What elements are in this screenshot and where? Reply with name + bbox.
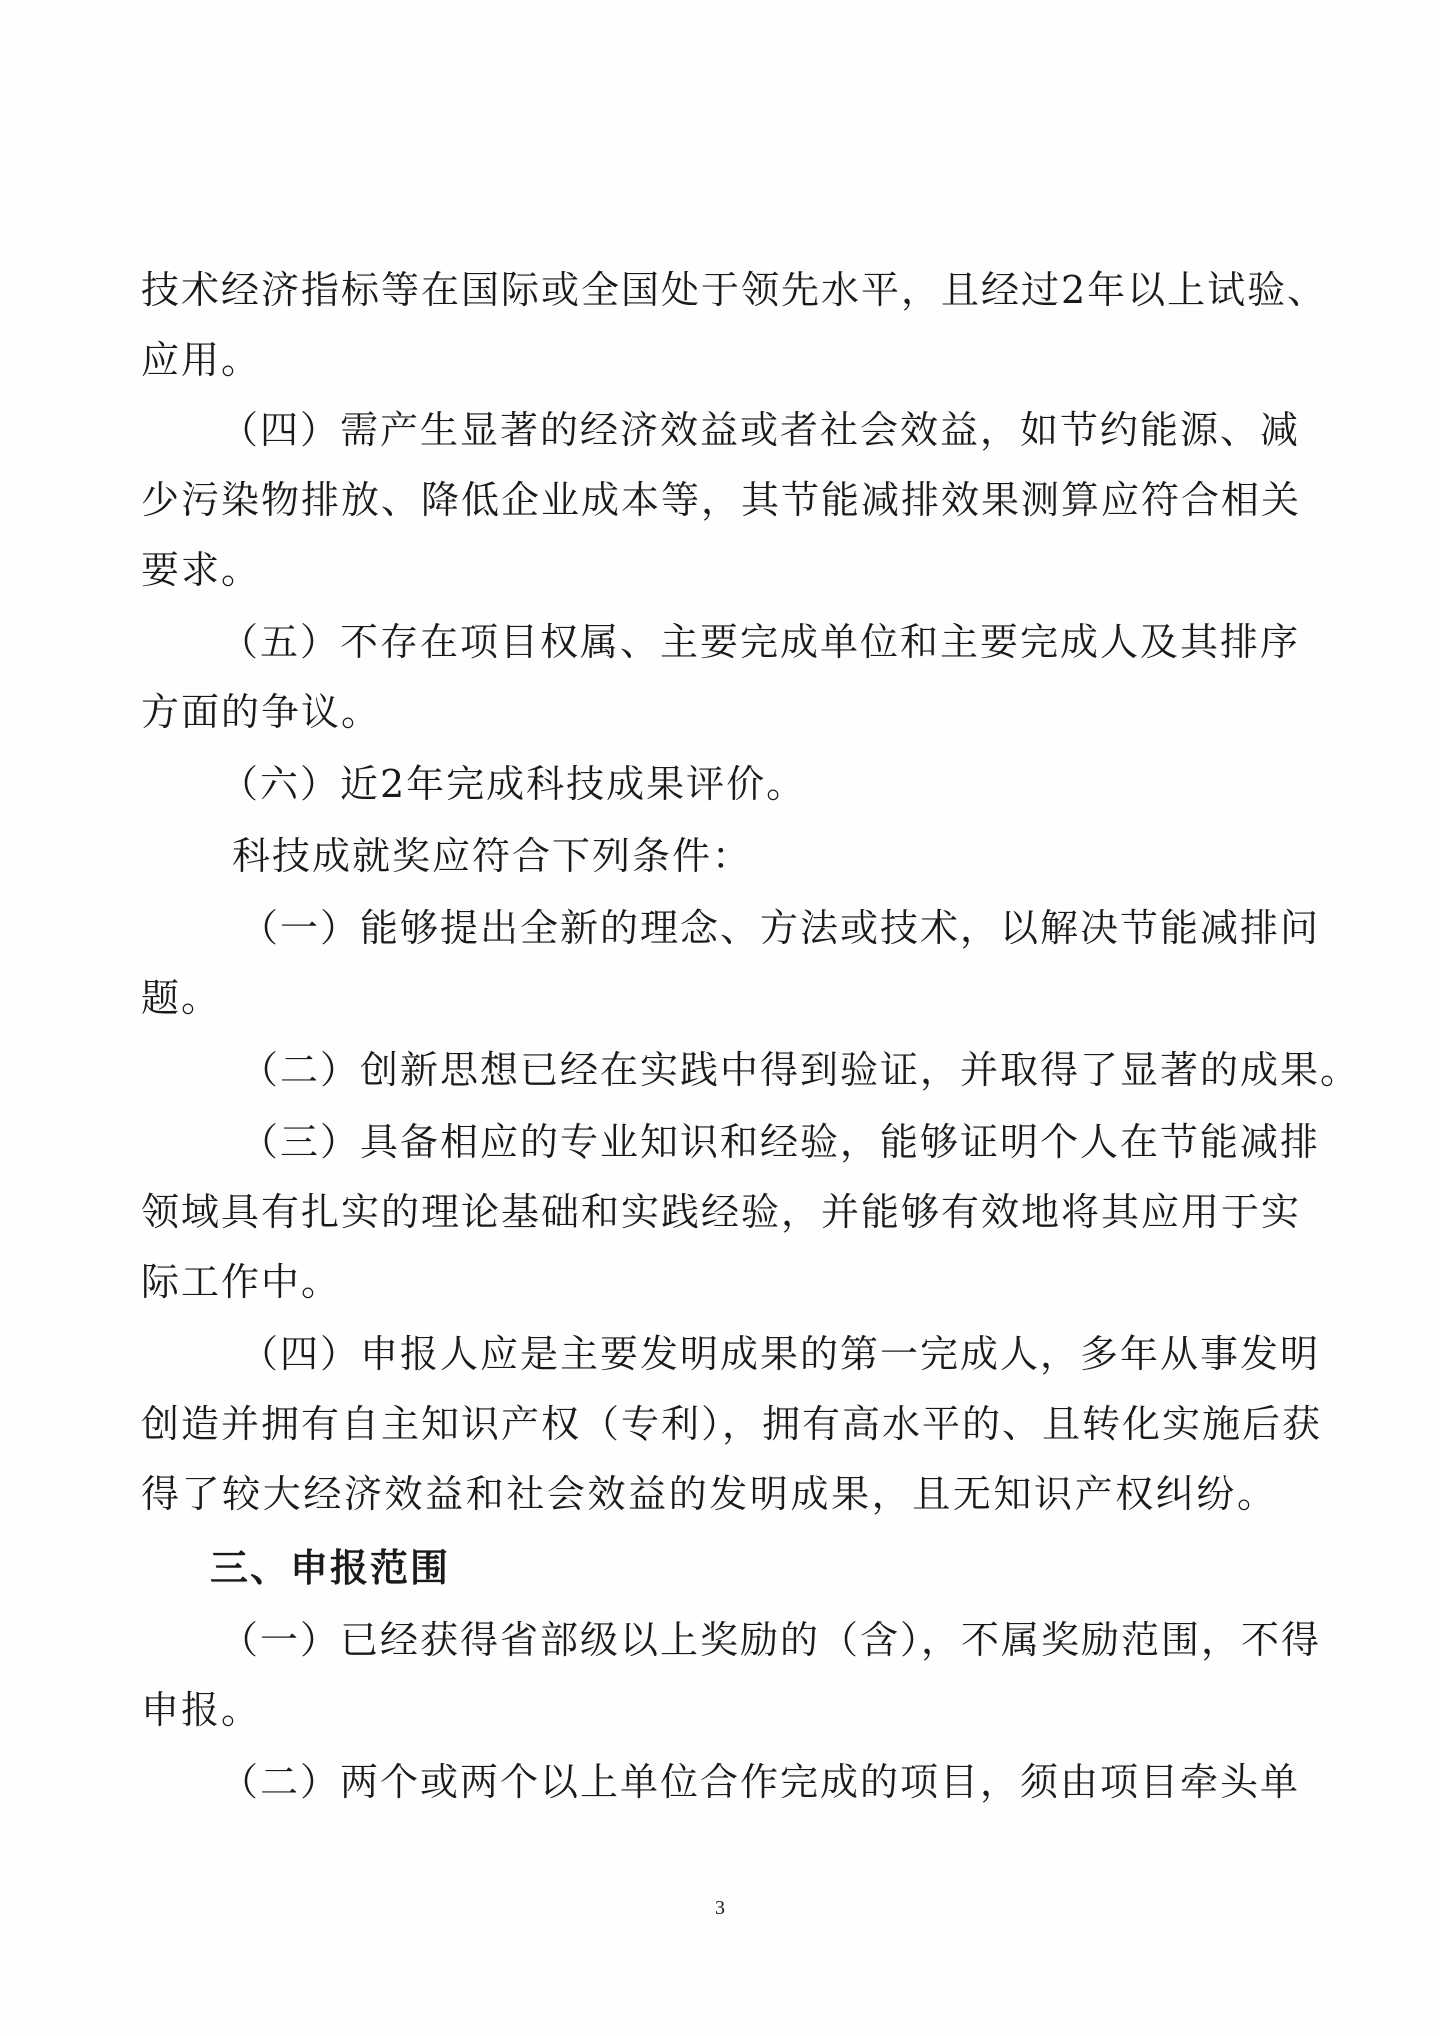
paragraph-line: 申报。: [141, 1688, 262, 1732]
paragraph-line: （一）能够提出全新的理念、方法或技术，以解决节能减排问: [240, 906, 1321, 950]
paragraph-line: （五）不存在项目权属、主要完成单位和主要完成人及其排序: [220, 620, 1301, 664]
paragraph-line: （二）两个或两个以上单位合作完成的项目，须由项目牵头单: [220, 1760, 1301, 1804]
paragraph-line: （三）具备相应的专业知识和经验，能够证明个人在节能减排: [240, 1120, 1321, 1164]
paragraph-line: （四）申报人应是主要发明成果的第一完成人，多年从事发明: [240, 1332, 1321, 1376]
paragraph-line: 方面的争议。: [141, 690, 382, 734]
paragraph-line: 少污染物排放、降低企业成本等，其节能减排效果测算应符合相关: [141, 478, 1302, 522]
paragraph-line: （四）需产生显著的经济效益或者社会效益，如节约能源、减: [220, 408, 1301, 452]
paragraph-line: （二）创新思想已经在实践中得到验证，并取得了显著的成果。: [240, 1048, 1361, 1092]
paragraph-line: 应用。: [141, 338, 262, 382]
paragraph-line: 题。: [141, 976, 222, 1020]
paragraph-line: 要求。: [141, 548, 262, 592]
paragraph-line: 创造并拥有自主知识产权（专利），拥有高水平的、且转化实施后获: [141, 1402, 1323, 1446]
page-number: 3: [715, 1897, 725, 1919]
paragraph-line: （一）已经获得省部级以上奖励的（含），不属奖励范围，不得: [220, 1618, 1322, 1662]
paragraph-line: 际工作中。: [141, 1260, 342, 1304]
paragraph-line: 技术经济指标等在国际或全国处于领先水平，且经过2年以上试验、: [141, 268, 1328, 312]
paragraph-line: 领域具有扎实的理论基础和实践经验，并能够有效地将其应用于实: [141, 1190, 1302, 1234]
paragraph-line: 科技成就奖应符合下列条件：: [232, 834, 753, 878]
paragraph-line: （六）近2年完成科技成果评价。: [220, 762, 807, 806]
paragraph-line: 得了较大经济效益和社会效益的发明成果，且无知识产权纠纷。: [141, 1472, 1277, 1516]
section-heading: 三、申报范围: [210, 1546, 451, 1590]
